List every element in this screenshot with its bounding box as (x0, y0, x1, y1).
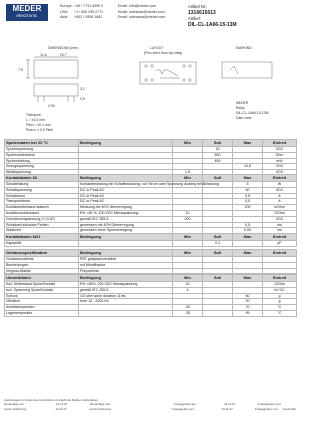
table-cell: °C (263, 310, 297, 316)
table-cell: DC or Peak AC (79, 193, 173, 199)
parameter-name: Schaltzeit inklusive Prellen (5, 222, 79, 228)
table-cell: 50 (233, 293, 263, 299)
contact-tel: +1 / 508 295 0771 (74, 9, 104, 14)
table-cell: gemäß IEC 255-5 (79, 287, 173, 293)
column-header: Einheit (263, 250, 297, 257)
column-header: Min (173, 175, 203, 182)
table-cell: 0,3 (203, 241, 233, 247)
table-cell: 50 (233, 187, 263, 193)
section-title: Spulendaten bei 20 °C (5, 140, 79, 147)
table-cell: 20 (233, 299, 263, 305)
table-row (5, 241, 297, 247)
table-cell: pF (263, 241, 297, 247)
contact-region: Europe: (60, 4, 73, 8)
parameter-name: Isol. Spannung Spule/Kontakt (5, 287, 79, 293)
table-cell (79, 241, 173, 247)
meder-logo (6, 4, 48, 21)
column-header: Min (173, 250, 203, 257)
column-header: Max (233, 275, 263, 282)
table-cell: 200 (233, 205, 263, 211)
dim-pitch: 2,54 (48, 104, 55, 108)
contact-mail[interactable]: Email: salesasia@meder.com (118, 15, 166, 20)
footer-cell: 13.11.07 (224, 402, 236, 407)
parameter-name: Durchbruchspannung (+/-0,8T) (5, 216, 79, 222)
table-cell: °C (263, 305, 297, 311)
table-cell: A (263, 193, 297, 199)
footer-cell: Letzte Änderung: (4, 406, 27, 411)
dim-body: 3,2 (80, 87, 85, 91)
table-cell: Polyurethan (79, 268, 173, 274)
table-cell: GOhm (263, 282, 297, 288)
marking-line-4: Date code (236, 116, 252, 120)
column-header: Max (233, 140, 263, 147)
marking-title: MARKING (236, 46, 252, 50)
table-cell: 1/2 sine wave duration 11ms (79, 293, 173, 299)
table-cell: gemessen mit 40% Übererregung (79, 222, 173, 228)
table-cell: VDC (263, 164, 297, 170)
section-title: Kontaktdaten 66 (5, 175, 79, 182)
column-header: Bedingung (79, 275, 173, 282)
table-cell (173, 241, 203, 247)
column-header: Max (233, 250, 263, 257)
table-cell: 10,5 (233, 164, 263, 170)
marking-line-1: MEDER (236, 101, 249, 105)
dim-height: 7,5 (18, 68, 23, 72)
contact-data-66-table (4, 174, 297, 234)
column-header: Einheit (263, 140, 297, 147)
column-header: Bedingung (79, 250, 173, 257)
dimensions-title: DIMENSIONS (mm) (48, 46, 79, 50)
table-cell: -20 (173, 305, 203, 311)
parameter-name: Schock (5, 293, 79, 299)
parameter-name: Spulenwiderstand (5, 152, 79, 158)
table-cell: 200 (173, 216, 203, 222)
parameter-name: Spulenspannung (5, 147, 79, 153)
parameter-name: Transportstrom (5, 199, 79, 205)
footer-cell: 13.11.07 (221, 406, 233, 411)
table-header-row (5, 234, 297, 241)
column-header: Min (173, 140, 203, 147)
column-header: Bedingung (79, 175, 173, 182)
pitch-note: Pins in ± 0,5 Pitch (26, 128, 54, 132)
table-cell: ms (263, 228, 297, 234)
parameter-name: Isol. Widerstand Spule/Kontakt (5, 282, 79, 288)
parameter-name: Schaltstrom (5, 193, 79, 199)
table-cell (79, 310, 173, 316)
table-row (5, 310, 297, 316)
column-header: Soll (203, 175, 233, 182)
footer-cell: Freigegeben von: (254, 406, 279, 411)
table-cell: VDC (263, 216, 297, 222)
section-title: Umweltdaten (5, 275, 79, 282)
column-header: Einheit (263, 175, 297, 182)
table-cell: from 10 - 2000 Hz (79, 299, 173, 305)
parameter-name: Kapazität (5, 241, 79, 247)
table-cell: 1,5 (173, 170, 203, 176)
table-cell: 4 (173, 287, 203, 293)
table-cell (233, 241, 263, 247)
table-cell: 10 (173, 210, 203, 216)
logo-sub: electronic (16, 13, 38, 18)
layout-subtitle: (Pins seen from top view) (144, 51, 183, 55)
contact-mail[interactable]: Email: salesusa@meder.com (118, 9, 165, 14)
parameter-name: Verguss-Masse (5, 268, 79, 274)
environmental-data-table (4, 274, 297, 317)
table-cell: g (263, 293, 297, 299)
artikel-label: Artikel: (188, 16, 201, 21)
dim-width: 12,6 (40, 53, 47, 57)
column-header: Min (173, 234, 203, 241)
parameter-name: Schaltspannung (5, 187, 79, 193)
contact-region: Asia: (60, 15, 68, 20)
artikel-value: DIL-CL-1A66-15-13M (188, 22, 237, 28)
table-cell: 0,05 (233, 228, 263, 234)
table-cell: 70 (233, 305, 263, 311)
table-cell: 0,5 (233, 199, 263, 205)
technical-drawing (4, 44, 296, 136)
footer (4, 398, 296, 411)
column-header: Soll (203, 275, 233, 282)
parameter-name: Anzugsspannung (5, 164, 79, 170)
contact-block (60, 4, 170, 21)
table-cell: GOhm (263, 210, 297, 216)
table-cell: RH <45%, 200 VDC Messspannung (79, 282, 173, 288)
relay-top-view (26, 57, 78, 102)
table-cell: 450 (203, 158, 233, 164)
table-cell: VDC (263, 170, 297, 176)
footer-row-2 (4, 407, 296, 411)
footer-cell: Freigegeben von: (258, 402, 282, 407)
table-cell: DC or Peak AC (79, 199, 173, 205)
dim-length: 20,7 (60, 53, 67, 57)
column-header: Soll (203, 140, 233, 147)
table-cell: g (263, 299, 297, 305)
table-cell: mOhm (263, 205, 297, 211)
parameter-name: Gehäusematerial (5, 257, 79, 263)
drawing-svg (4, 44, 296, 136)
tolerance-label: Tolerance: (26, 113, 42, 117)
column-header: Einheit (263, 234, 297, 241)
table-cell: VDC (263, 147, 297, 153)
parameter-name: Vibration (5, 299, 79, 305)
parameter-name: Arbeitstemperatur (5, 305, 79, 311)
coil-data-table (4, 139, 297, 176)
table-cell: gemäß IEC 255-5 (79, 216, 173, 222)
table-cell: kV DC (263, 287, 297, 293)
table-cell: 15 (203, 147, 233, 153)
footer-cell: 13.11.07 (56, 402, 68, 407)
column-header: Einheit (263, 275, 297, 282)
pin-layout (140, 62, 196, 84)
marking-line-2: Relay (236, 106, 245, 110)
table-header-row (5, 175, 297, 182)
table-cell: -35 (173, 310, 203, 316)
artnr-label: Artikel Nr.: (188, 4, 208, 9)
contact-region: USA: (60, 9, 69, 14)
column-header: Min (173, 275, 203, 282)
table-cell: W (263, 182, 297, 188)
table-cell: DC or Peak AC (79, 187, 173, 193)
column-header: Max (233, 234, 263, 241)
tolerance-line-1: L = ±0,3 mm (26, 118, 45, 122)
article-block (188, 4, 237, 28)
layout-title: LAYOUT (150, 46, 164, 50)
table-cell: VDC (263, 187, 297, 193)
table-cell (203, 310, 233, 316)
contact-row (60, 15, 170, 21)
contact-data-66-1-table (4, 233, 297, 247)
section-title: Kontaktdaten 66/1 (5, 234, 79, 241)
column-header: Soll (203, 234, 233, 241)
table-cell: 5 (233, 182, 263, 188)
table-cell: 10 (173, 282, 203, 288)
parameter-name: Kontaktwiderstand statisch (5, 205, 79, 211)
table-cell: 500 (203, 152, 233, 158)
table-cell: gemessen ohne Spulenerregung (79, 228, 173, 234)
table-cell: mW (263, 158, 297, 164)
parameter-name: Bemerkungen (5, 262, 79, 268)
table-cell: 0,5 (233, 222, 263, 228)
table-cell: PBT glasfaserverstärkt (79, 257, 173, 263)
table-cell: mit Metallhaube (79, 262, 173, 268)
table-cell: A (263, 199, 297, 205)
parameter-name: Schaltleistung (5, 182, 79, 188)
artnr-value: 1316615013 (188, 10, 216, 16)
logo-main: MEDER (12, 4, 42, 13)
section-title: Gehäusespezifikation (5, 250, 79, 257)
table-header-row (5, 275, 297, 282)
footer-cell: Freigegeben am: (174, 402, 197, 407)
footer-note: Änderungen im Sinne des technischen Fortschritts bleiben vorbehalten. (4, 398, 99, 402)
parameter-name: Abfallspannung (5, 170, 79, 176)
table-cell: 95 (233, 310, 263, 316)
parameter-name: Lagertemperatur (5, 310, 79, 316)
footer-cell: Letzte Änderung: (88, 406, 112, 411)
column-header: Max (233, 175, 263, 182)
parameter-name: Isolationswiderstand (5, 210, 79, 216)
column-header: Soll (203, 250, 233, 257)
dim-pin: 0,5 (80, 97, 85, 101)
footer-cell: Neuanlage am: (4, 402, 25, 407)
marking-box (222, 62, 272, 78)
table-header-row (5, 250, 297, 257)
footer-cell: 13.11.07 (55, 406, 67, 411)
footer-cell: Neuanlage von: (90, 402, 112, 407)
footer-cell (138, 407, 172, 411)
footer-cell: 01 (292, 406, 296, 411)
contact-tel: +852 / 2955 1682 (74, 15, 103, 20)
contact-tel: +49 / 7731 8399 0 (74, 4, 104, 8)
table-cell: RH <45 %, 100 VDC Messspannung (79, 210, 173, 216)
housing-spec-table (4, 249, 297, 274)
contact-mail[interactable]: Email: info@meder.com (118, 4, 157, 8)
footer-cell: Version: (282, 406, 294, 411)
column-header: Bedingung (79, 140, 173, 147)
table-cell: Messung bei 40% Übererregung (79, 205, 173, 211)
table-cell: 0,5 (233, 193, 263, 199)
column-header: Bedingung (79, 234, 173, 241)
table-cell: ms (263, 222, 297, 228)
parameter-name: Spulenleistung (5, 158, 79, 164)
table-cell: Kontaktbelastung bei Schaltbelastung, vor Strom oder Spannung Anstieg bei Belastung (80, 182, 219, 186)
parameter-name: Abfallzeit (5, 228, 79, 234)
marking-line-3: DIL-CL-1A66-15-13M (236, 111, 269, 115)
table-cell: Ohm (263, 152, 297, 158)
table-header-row (5, 140, 297, 147)
footer-cell: Freigegeben am: (171, 406, 195, 411)
tolerance-line-2: Pitch = ±0,1 mm (26, 123, 51, 127)
